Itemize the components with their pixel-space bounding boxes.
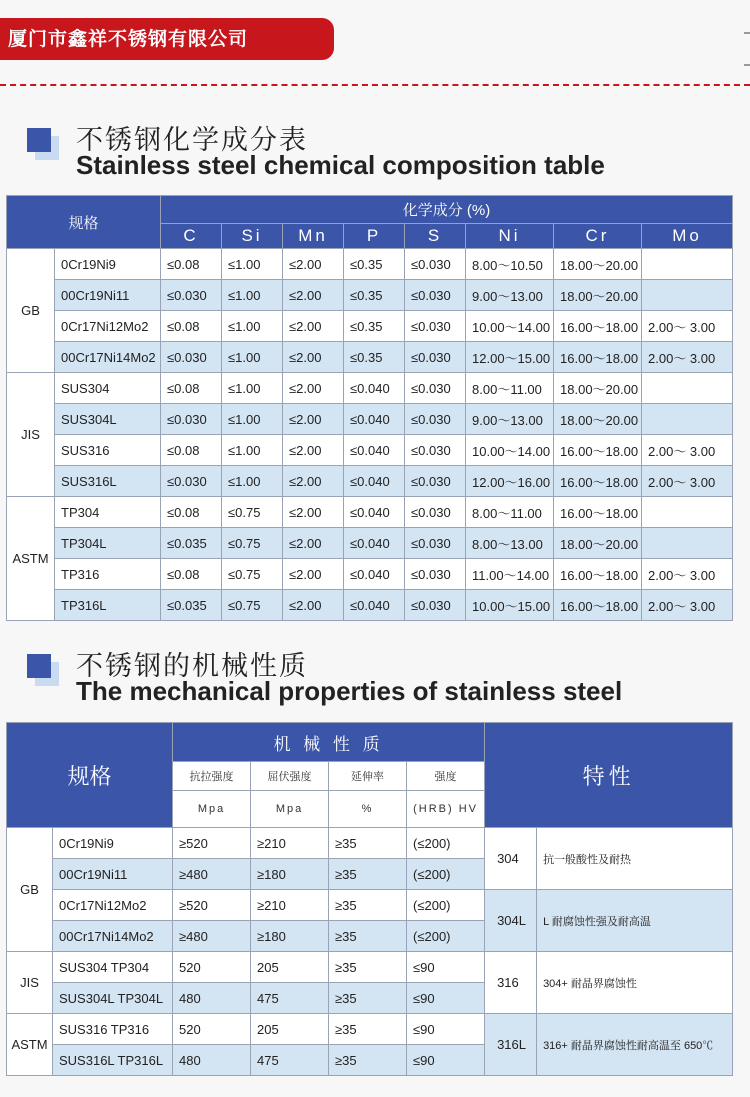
value-cell: ≤0.030 [405,280,466,311]
value-cell: 520 [173,1014,251,1045]
section-title-cn: 不锈钢化学成分表 [76,125,308,156]
element-header-ni: Ni [466,223,554,248]
standard-group-label: ASTM [7,497,55,621]
standard-group-label: GB [7,828,53,952]
grade-cell: SUS304 [55,373,161,404]
grade-cell: 0Cr17Ni12Mo2 [53,890,173,921]
element-header-mn: Mn [283,223,344,248]
mech-col-header: 抗拉强度 [173,762,251,791]
value-cell: 9.00～13.00 [466,404,554,435]
value-cell: ≤2.00 [283,435,344,466]
standard-group-label: JIS [7,952,53,1014]
value-cell: ≤0.08 [161,435,222,466]
value-cell: ≤0.35 [344,249,405,280]
grade-cell: 00Cr17Ni14Mo2 [55,342,161,373]
value-cell: ≤1.00 [222,280,283,311]
value-cell: ≤0.75 [222,528,283,559]
value-cell: 16.00～18.00 [554,342,642,373]
value-cell: 480 [173,983,251,1014]
value-cell: ≤0.040 [344,373,405,404]
section-square-icon [27,654,59,682]
value-cell: ≤0.035 [161,528,222,559]
table-row [7,559,733,590]
value-cell: ≤0.030 [405,404,466,435]
corner-mark [744,32,750,34]
grade-cell: SUS316L TP316L [53,1045,173,1076]
section-title-cn: 不锈钢的机械性质 [76,651,308,682]
value-cell: 18.00～20.00 [554,280,642,311]
value-cell: ≥520 [173,828,251,859]
value-cell: 16.00～18.00 [554,590,642,621]
value-cell: ≥480 [173,859,251,890]
value-cell: ≤90 [407,1014,485,1045]
value-cell: ≤0.030 [405,497,466,528]
grade-cell: SUS316 TP316 [53,1014,173,1045]
value-cell: 12.00～16.00 [466,466,554,497]
table-row [7,952,733,983]
value-cell: ≤90 [407,983,485,1014]
value-cell: ≤0.030 [161,404,222,435]
value-cell: ≤0.040 [344,466,405,497]
value-cell: (≤200) [407,890,485,921]
value-cell: 2.00～ 3.00 [642,435,733,466]
value-cell: 10.00～15.00 [466,590,554,621]
composition-table [6,195,733,621]
table-row [7,466,733,497]
table-row [7,590,733,621]
value-cell: ≤2.00 [283,342,344,373]
mechanical-table [6,722,733,1076]
value-cell: ≤0.040 [344,497,405,528]
mech-col-header: 延伸率 [329,762,407,791]
section-title-en: Stainless steel chemical composition table [76,150,605,180]
value-cell: ≥35 [329,890,407,921]
value-cell: ≤0.35 [344,342,405,373]
value-cell: 2.00～ 3.00 [642,590,733,621]
element-header-c: C [161,223,222,248]
element-header-si: Si [222,223,283,248]
value-cell: ≤0.35 [344,311,405,342]
grade-cell: SUS304 TP304 [53,952,173,983]
grade-cell: SUS316L [55,466,161,497]
trait-grade: 304L [485,890,537,952]
value-cell: ≤2.00 [283,590,344,621]
value-cell: 18.00～20.00 [554,404,642,435]
value-cell: ≤2.00 [283,404,344,435]
standard-group-label: GB [7,249,55,373]
value-cell: 8.00～11.00 [466,497,554,528]
value-cell: ≤1.00 [222,249,283,280]
standard-group-label: JIS [7,373,55,497]
value-cell: 480 [173,1045,251,1076]
value-cell: 520 [173,952,251,983]
composition-header: 化学成分 (%) [161,196,733,224]
value-cell: ≤1.00 [222,435,283,466]
mech-unit: % [329,791,407,828]
value-cell: ≤2.00 [283,280,344,311]
element-header-cr: Cr [554,223,642,248]
value-cell: 18.00～20.00 [554,528,642,559]
value-cell: ≤0.35 [344,280,405,311]
value-cell: ≤0.035 [161,590,222,621]
value-cell: ≤0.030 [405,342,466,373]
value-cell: ≤1.00 [222,373,283,404]
trait-header: 特性 [485,723,733,828]
value-cell: 18.00～20.00 [554,249,642,280]
value-cell: ≤90 [407,952,485,983]
value-cell: ≥180 [251,859,329,890]
value-cell: ≤0.75 [222,497,283,528]
value-cell: ≤0.040 [344,590,405,621]
grade-cell: SUS316 [55,435,161,466]
value-cell: ≤0.08 [161,249,222,280]
value-cell: 475 [251,1045,329,1076]
value-cell: 8.00～11.00 [466,373,554,404]
value-cell: (≤200) [407,921,485,952]
value-cell: ≤90 [407,1045,485,1076]
value-cell: ≤0.030 [405,559,466,590]
value-cell: 475 [251,983,329,1014]
value-cell: ≥35 [329,983,407,1014]
value-cell: ≤0.030 [405,311,466,342]
trait-text: 316+ 耐晶界腐蚀性耐高温至 650℃ [537,1014,733,1076]
value-cell: ≤0.040 [344,528,405,559]
value-cell [642,280,733,311]
mech-header: 机 械 性 质 [173,723,485,762]
value-cell: ≥35 [329,952,407,983]
value-cell: ≤0.030 [405,249,466,280]
value-cell: ≤1.00 [222,466,283,497]
grade-cell: SUS304L [55,404,161,435]
value-cell: (≤200) [407,859,485,890]
value-cell: ≤0.08 [161,497,222,528]
value-cell: ≤1.00 [222,311,283,342]
mech-unit: (HRB) HV [407,791,485,828]
value-cell: ≤2.00 [283,528,344,559]
value-cell [642,249,733,280]
grade-cell: 0Cr17Ni12Mo2 [55,311,161,342]
mech-col-header: 屈伏强度 [251,762,329,791]
value-cell: ≤0.030 [405,466,466,497]
value-cell: ≤0.040 [344,404,405,435]
value-cell: ≤2.00 [283,466,344,497]
table-row [7,828,733,859]
mech-unit: Mpa [251,791,329,828]
grade-cell: TP304 [55,497,161,528]
value-cell: ≤0.75 [222,590,283,621]
value-cell: ≤1.00 [222,342,283,373]
trait-grade: 304 [485,828,537,890]
table-row [7,890,733,921]
mech-unit: Mpa [173,791,251,828]
value-cell: ≥210 [251,828,329,859]
value-cell: 12.00～15.00 [466,342,554,373]
value-cell [642,404,733,435]
value-cell: 2.00～ 3.00 [642,466,733,497]
value-cell: ≤2.00 [283,373,344,404]
value-cell: 11.00～14.00 [466,559,554,590]
value-cell: 10.00～14.00 [466,435,554,466]
value-cell: ≤2.00 [283,311,344,342]
value-cell: ≥35 [329,921,407,952]
value-cell: ≤0.08 [161,559,222,590]
value-cell: 205 [251,1014,329,1045]
value-cell: ≤1.00 [222,404,283,435]
value-cell: 16.00～18.00 [554,435,642,466]
value-cell: ≥180 [251,921,329,952]
value-cell: ≥480 [173,921,251,952]
value-cell [642,497,733,528]
spec-header: 规格 [7,196,161,249]
element-header-s: S [405,223,466,248]
value-cell: ≤0.030 [405,528,466,559]
element-header-mo: Mo [642,223,733,248]
value-cell: ≤0.030 [405,435,466,466]
table-row [7,311,733,342]
trait-text: L 耐腐蚀性强及耐高温 [537,890,733,952]
value-cell: ≥210 [251,890,329,921]
grade-cell: 00Cr19Ni11 [55,280,161,311]
table-row [7,1014,733,1045]
section-square-icon [27,128,59,156]
value-cell: ≤0.75 [222,559,283,590]
grade-cell: TP316 [55,559,161,590]
value-cell: ≤0.030 [405,590,466,621]
value-cell: ≤0.08 [161,311,222,342]
grade-cell: SUS304L TP304L [53,983,173,1014]
value-cell: ≤0.030 [161,280,222,311]
grade-cell: TP304L [55,528,161,559]
grade-cell: TP316L [55,590,161,621]
trait-grade: 316 [485,952,537,1014]
grade-cell: 0Cr19Ni9 [55,249,161,280]
value-cell: (≤200) [407,828,485,859]
value-cell: ≤2.00 [283,497,344,528]
table-row [7,249,733,280]
value-cell: ≥35 [329,1045,407,1076]
element-header-p: P [344,223,405,248]
spec-header: 规格 [7,723,173,828]
trait-text: 304+ 耐晶界腐蚀性 [537,952,733,1014]
table-row [7,435,733,466]
value-cell: 16.00～18.00 [554,559,642,590]
table-row [7,280,733,311]
value-cell: 2.00～ 3.00 [642,559,733,590]
divider [0,84,750,86]
value-cell: 8.00～10.50 [466,249,554,280]
value-cell: ≥35 [329,859,407,890]
value-cell: 18.00～20.00 [554,373,642,404]
grade-cell: 00Cr19Ni11 [53,859,173,890]
value-cell: ≤0.030 [405,373,466,404]
section-title-en: The mechanical properties of stainless steel [76,676,623,706]
value-cell [642,528,733,559]
value-cell: 2.00～ 3.00 [642,311,733,342]
value-cell: ≤0.08 [161,373,222,404]
value-cell: 205 [251,952,329,983]
value-cell: 8.00～13.00 [466,528,554,559]
trait-grade: 316L [485,1014,537,1076]
value-cell: 10.00～14.00 [466,311,554,342]
value-cell: ≤0.030 [161,466,222,497]
company-banner: 厦门市鑫祥不锈钢有限公司 [0,18,334,60]
standard-group-label: ASTM [7,1014,53,1076]
table-row [7,373,733,404]
trait-text: 抗一般酸性及耐热 [537,828,733,890]
table-row [7,342,733,373]
grade-cell: 00Cr17Ni14Mo2 [53,921,173,952]
value-cell: 16.00～18.00 [554,311,642,342]
corner-mark [744,64,750,66]
table-row [7,404,733,435]
value-cell: ≥520 [173,890,251,921]
table-row [7,497,733,528]
value-cell: 9.00～13.00 [466,280,554,311]
value-cell: ≥35 [329,1014,407,1045]
value-cell: 16.00～18.00 [554,497,642,528]
value-cell: ≤2.00 [283,559,344,590]
table-row [7,528,733,559]
value-cell: ≤0.040 [344,559,405,590]
value-cell: ≥35 [329,828,407,859]
value-cell [642,373,733,404]
value-cell: ≤0.040 [344,435,405,466]
mech-col-header: 强度 [407,762,485,791]
value-cell: 16.00～18.00 [554,466,642,497]
value-cell: ≤2.00 [283,249,344,280]
value-cell: ≤0.030 [161,342,222,373]
value-cell: 2.00～ 3.00 [642,342,733,373]
grade-cell: 0Cr19Ni9 [53,828,173,859]
